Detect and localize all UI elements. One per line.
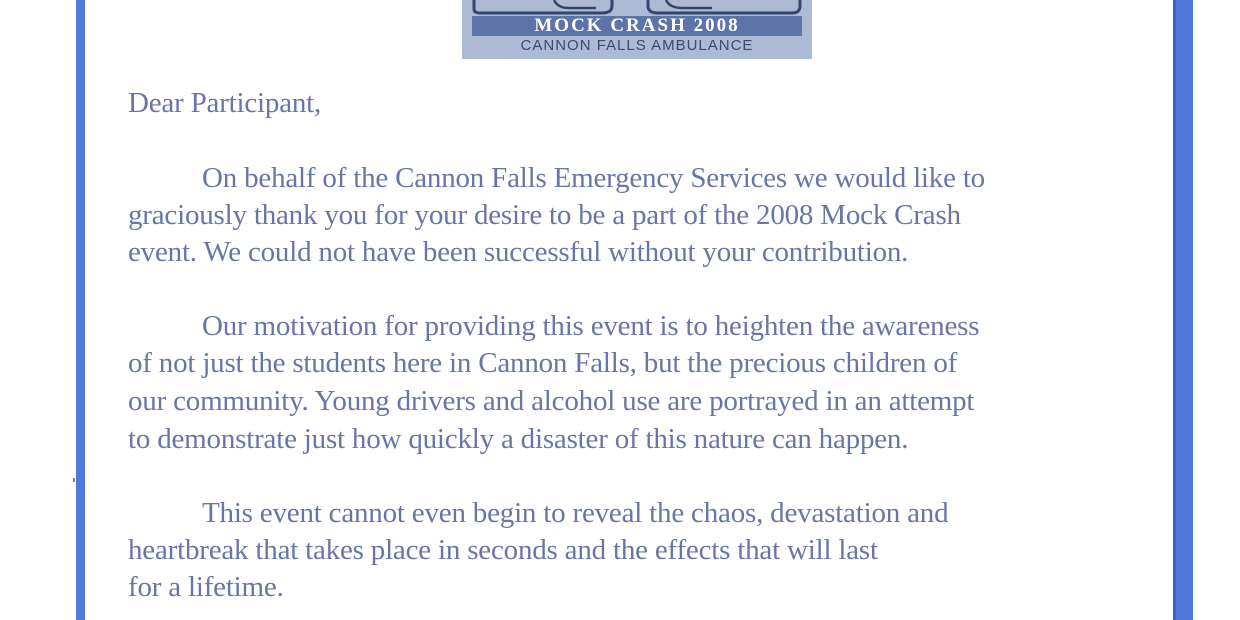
logo-subtitle: CANNON FALLS AMBULANCE: [520, 37, 754, 54]
paragraph-1-line-1: On behalf of the Cannon Falls Emergency Services we would like to: [202, 162, 985, 194]
left-border: [76, 0, 85, 620]
margin-mark: [73, 478, 75, 482]
logo-title: MOCK CRASH 2008: [472, 16, 802, 36]
paragraph-3-line-1: This event cannot even begin to reveal the chaos, devastation and: [202, 497, 949, 529]
paragraph-2-line-1: Our motivation for providing this event is to heighten the awareness: [202, 310, 980, 342]
right-border-edge: [1173, 0, 1176, 620]
logo-graphic-icon: [462, 0, 812, 16]
paragraph-2-line-4: to demonstrate just how quickly a disaster of this nature can happen.: [128, 423, 909, 455]
paragraph-3-line-3: for a lifetime.: [128, 571, 284, 603]
salutation: Dear Participant,: [128, 87, 322, 119]
paragraph-1-line-3: event. We could not have been successful without your contribution.: [128, 236, 909, 268]
paragraph-2-line-3: our community. Young drivers and alcohol use are portrayed in an attempt: [128, 385, 975, 417]
paragraph-2-line-2: of not just the students here in Cannon Falls, but the precious children of: [128, 347, 958, 379]
paragraph-1-line-2: graciously thank you for your desire to be a part of the 2008 Mock Crash: [128, 199, 961, 231]
mock-crash-logo: [462, 0, 812, 59]
right-border: [1173, 0, 1193, 620]
paragraph-3-line-2: heartbreak that takes place in seconds and the effects that will last: [128, 534, 878, 566]
